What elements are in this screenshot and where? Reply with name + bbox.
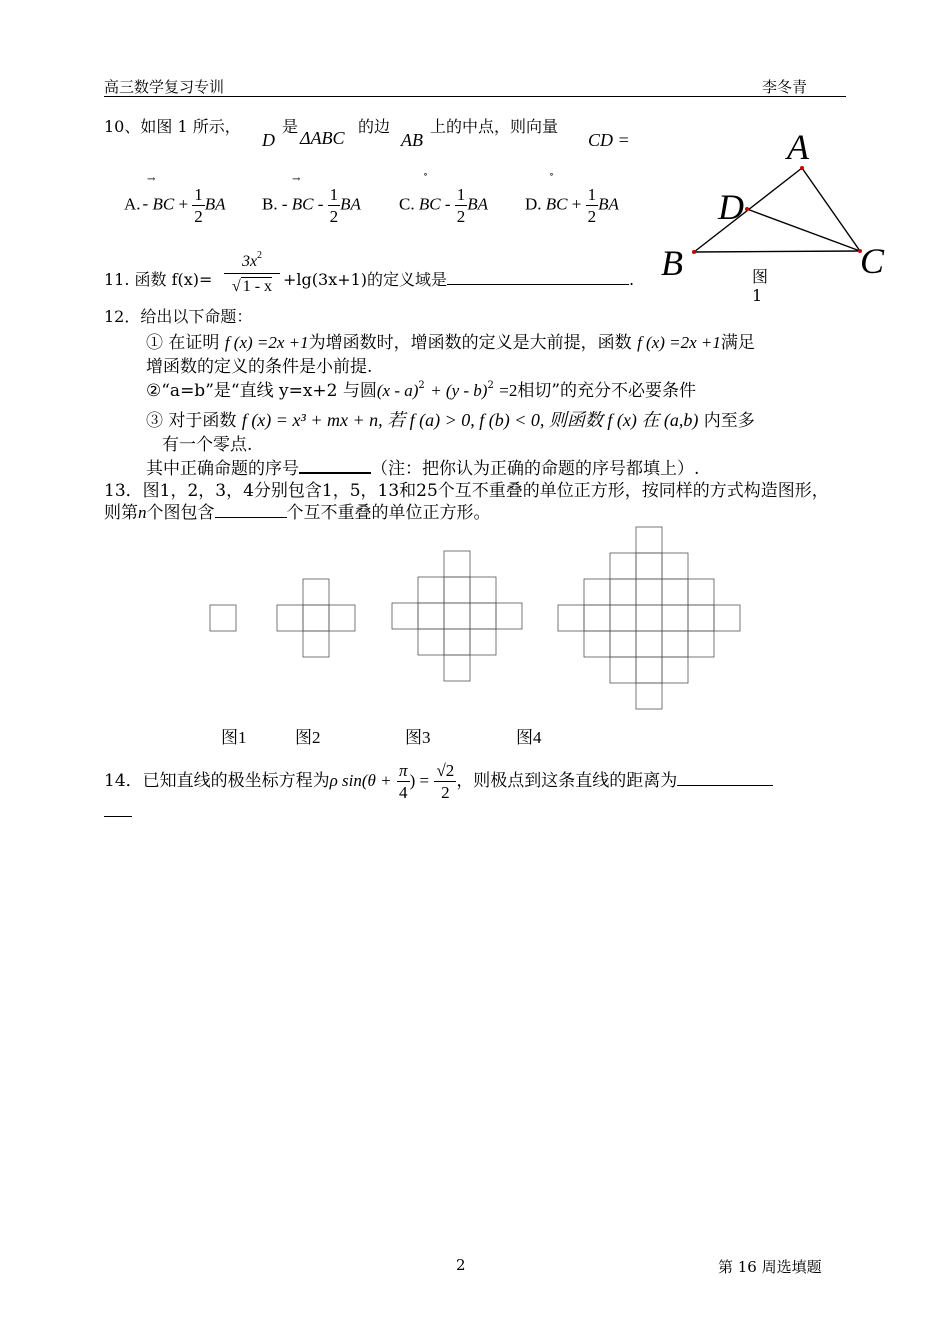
- vector-BC: BC: [291, 194, 314, 214]
- unit-square: [496, 603, 522, 629]
- figure-4-squares: [558, 527, 740, 709]
- unit-square: [303, 605, 329, 631]
- unit-square: [714, 605, 740, 631]
- page-number: 2: [456, 1256, 466, 1274]
- q12-item2: ②“a=b”是“直线 y=x+2 与圆(x - a)$^2$ + (y - b)$^2$ =2相切”的充分不必要条件: [146, 380, 697, 401]
- fraction-pi-4: $\frac{\pi}{4}$: [399, 761, 408, 802]
- unit-square: [470, 577, 496, 603]
- unit-square: [444, 629, 470, 655]
- vector-BC: BC: [545, 194, 568, 214]
- unit-square: [558, 605, 584, 631]
- q12-title: 12．给出以下命题：: [104, 307, 253, 326]
- unit-square: [584, 605, 610, 631]
- q11-numerator: 3x: [241, 253, 258, 270]
- edge-AC: [802, 168, 860, 251]
- unit-square: [636, 683, 662, 709]
- option-label: D.: [525, 194, 542, 214]
- figure-3-squares: [392, 551, 522, 681]
- unit-square: [470, 629, 496, 655]
- q12-item3-cont: 有一个零点.: [162, 435, 253, 455]
- figure-1-squares: [210, 605, 236, 631]
- label-A: A: [787, 127, 809, 167]
- q12-footer: 其中正确命题的序号 （注：把你认为正确的命题的序号都填上）.: [146, 459, 700, 479]
- fraction-half: $\frac{1}{2}$: [456, 185, 466, 226]
- vector-BA: BA: [340, 194, 361, 214]
- q14-line: 14．已知直线的极坐标方程为ρ sin(θ + $\frac{\pi}{4}$ ) = $\frac{√2}{2}$ ，则极点到这条直线的距离为: [104, 762, 773, 801]
- dot-icon: ˚: [549, 174, 554, 185]
- unit-square: [636, 631, 662, 657]
- answer-blank[interactable]: [215, 517, 287, 518]
- point-D: [745, 207, 749, 211]
- q10-is: 是: [282, 117, 299, 136]
- unit-square: [444, 577, 470, 603]
- unit-square: [688, 579, 714, 605]
- figure-3-label: 图3: [405, 728, 431, 747]
- unit-square: [662, 605, 688, 631]
- q11-denominator: 1 - x: [242, 278, 273, 295]
- q10-AB: AB: [401, 130, 423, 150]
- unit-square: [303, 631, 329, 657]
- option-op: +: [571, 194, 582, 214]
- unit-square: [610, 657, 636, 683]
- unit-square: [662, 657, 688, 683]
- unit-square: [418, 629, 444, 655]
- unit-square: [584, 631, 610, 657]
- q13-line2: 则第n个图包含 个互不重叠的单位正方形。: [104, 503, 491, 523]
- unit-square: [444, 551, 470, 577]
- unit-square: [688, 605, 714, 631]
- unit-square: [636, 527, 662, 553]
- option-label: A.: [124, 194, 141, 214]
- unit-square: [636, 553, 662, 579]
- unit-square: [329, 605, 355, 631]
- unit-square: [277, 605, 303, 631]
- edge-BC: [694, 251, 860, 252]
- unit-square: [418, 603, 444, 629]
- vector-BA: BA: [467, 194, 489, 214]
- unit-square: [610, 631, 636, 657]
- unit-square: [303, 579, 329, 605]
- label-D: D: [718, 187, 744, 227]
- dot-icon: ˚: [423, 174, 428, 185]
- unit-square: [444, 603, 470, 629]
- unit-square: [470, 603, 496, 629]
- vector-BC: BC: [418, 194, 441, 214]
- vector-BC: BC: [152, 194, 175, 214]
- unit-square: [636, 579, 662, 605]
- unit-square: [662, 631, 688, 657]
- answer-blank[interactable]: [447, 284, 629, 285]
- arrow-icon: →: [147, 174, 156, 185]
- unit-square: [636, 605, 662, 631]
- square-figures: [0, 520, 950, 720]
- q10-option-B[interactable]: [262, 186, 361, 225]
- figure-2-label: 图2: [295, 728, 321, 747]
- q12-item1-cont: 增函数的定义的条件是小前提.: [146, 357, 373, 377]
- header-left: 高三数学复习专训: [104, 78, 225, 96]
- figure-4-label: 图4: [516, 728, 542, 747]
- q11-prefix: 11. 函数 f(x)=: [104, 270, 213, 289]
- unit-square: [418, 577, 444, 603]
- q10-side-of: 的边: [358, 117, 391, 136]
- fraction-half: $\frac{1}{2}$: [329, 185, 339, 226]
- unit-square: [610, 553, 636, 579]
- option-op: -: [444, 194, 451, 214]
- option-label: C.: [399, 194, 415, 214]
- answer-blank[interactable]: [299, 472, 371, 474]
- q10-D: D: [262, 130, 275, 150]
- arrow-icon: →: [292, 174, 301, 185]
- triangle-figure: [660, 125, 890, 305]
- vector-BA: BA: [204, 194, 226, 214]
- q11-suffix: +lg(3x+1)的定义域是 .: [283, 270, 635, 289]
- option-label: B.: [262, 194, 278, 214]
- q10-triangle: ΔABC: [300, 128, 345, 148]
- header-rule: [104, 96, 846, 97]
- q11-exponent: 2: [257, 250, 263, 261]
- unit-square: [444, 655, 470, 681]
- q10-midpoint: 上的中点，则向量: [430, 117, 559, 136]
- median-CD: [747, 209, 860, 251]
- q14-blank-cont[interactable]: [104, 816, 132, 817]
- q10-option-C[interactable]: [399, 186, 488, 225]
- q10-option-A[interactable]: [124, 186, 226, 225]
- q10-option-D[interactable]: [525, 186, 619, 225]
- q12-item1: ① 在证明 f (x) =2x +1为增函数时，增函数的定义是大前提，函数 f (x) =2x +1满足: [146, 333, 755, 353]
- option-op: -: [317, 194, 324, 214]
- unit-square: [392, 603, 418, 629]
- unit-square: [610, 579, 636, 605]
- figure-1-label: 图1: [221, 728, 247, 747]
- figure-2-squares: [277, 579, 355, 657]
- q12-item3: ③ 对于函数 f (x) = x³ + mx + n, 若 f (a) > 0, f (b) < 0, 则函数 f (x) 在 (a,b) 内至多: [146, 410, 755, 431]
- unit-square: [636, 657, 662, 683]
- fraction-half: $\frac{1}{2}$: [194, 185, 203, 226]
- q10-CD: CD =: [588, 130, 630, 150]
- option-sign: -: [281, 194, 288, 214]
- q13-line1: 13．图1，2，3，4分别包含1，5，13和25个互不重叠的单位正方形，按同样的方式构造图形，: [104, 481, 829, 501]
- fraction-sqrt2-2: $\frac{√2}{2}$: [436, 761, 455, 802]
- q11-fraction: $3x^2$ √ 1 - x: [224, 250, 280, 296]
- unit-square: [688, 631, 714, 657]
- fraction-half: $\frac{1}{2}$: [587, 185, 597, 226]
- header-right: 李冬青: [762, 78, 808, 96]
- unit-square: [584, 579, 610, 605]
- vertex-B: [692, 250, 696, 254]
- vector-BA: BA: [598, 194, 619, 214]
- unit-square: [610, 605, 636, 631]
- q10-prefix: 10、如图 1 所示，: [104, 117, 241, 136]
- answer-blank[interactable]: [677, 785, 773, 786]
- unit-square: [662, 553, 688, 579]
- unit-square: [662, 579, 688, 605]
- option-op: +: [178, 194, 189, 214]
- label-C: C: [860, 241, 885, 281]
- figure-caption: 图: [752, 267, 769, 286]
- unit-square: [210, 605, 236, 631]
- option-sign: -: [142, 194, 149, 214]
- footer-right: 第 16 周选填题: [718, 1258, 822, 1276]
- figure-caption-number: 1: [752, 286, 763, 305]
- label-B: B: [661, 243, 683, 283]
